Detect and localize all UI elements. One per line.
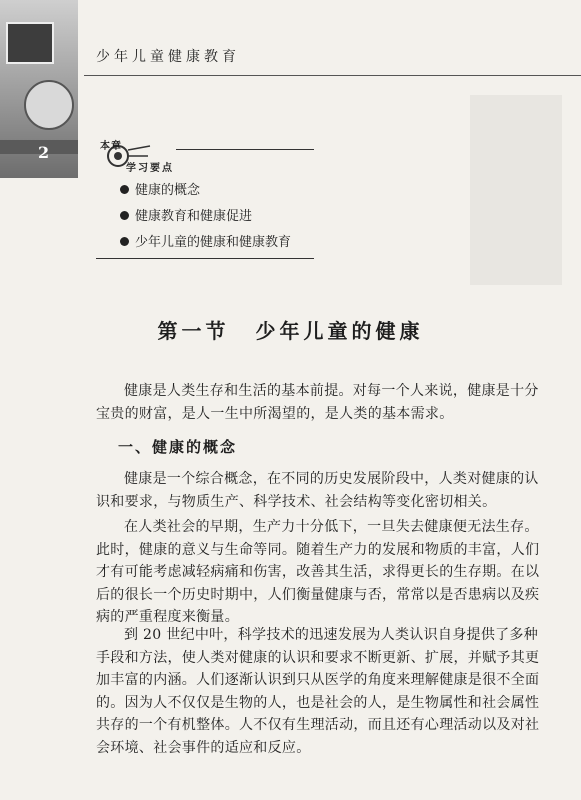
list-item: [120, 178, 291, 204]
key-points-list: [120, 178, 291, 256]
key-point-text: 少年儿童的健康和健康教育: [135, 235, 292, 250]
body-paragraph: 到 20 世纪中叶，科学技术的迅速发展为人类认识自身提供了多种手段和方法，使人类对健康的认识和要求不断更新、扩展，并赋予其更加丰富的内涵。人们逐渐认识到只从医学的角度来理解健康是很不全面的。因为人不仅仅是生物的人，也是社会的人，是生物属性和社会属性共存的一个有机整体。人不仅有生理活动，而且还有心理活动以及对社会环境、社会事件的适应和反应。: [96, 627, 540, 756]
list-item: [120, 204, 291, 230]
section-number: 第一节: [157, 319, 230, 343]
section-heading: [0, 315, 581, 344]
intro-paragraph: 健康是人类生存和生活的基本前提。对每一个人来说，健康是十分宝贵的财富，是人一生中所渴望的，是人类的基本需求。: [96, 383, 539, 422]
section-title: 少年儿童的健康: [255, 319, 424, 343]
key-point-text: 健康的概念: [135, 183, 201, 198]
key-point-text: 健康教育和健康促进: [135, 209, 253, 224]
list-item: [120, 230, 291, 256]
key-points-top-rule: [176, 149, 314, 150]
body-paragraph: 在人类社会的早期，生产力十分低下，一旦失去健康便无法生存。此时，健康的意义与生命等同。随着生产力的发展和物质的丰富，人们才有可能考虑减轻病痛和伤害，改善其生活，求得更长的生存期。在以后的很长一个历史时期中，人们衡量健康与否，常常以是否患病以及疾病的严重程度来衡量。: [96, 519, 540, 625]
key-points-label-bottom: 学习要点: [126, 163, 174, 174]
body-paragraph: 健康是一个综合概念，在不同的历史发展阶段中，人类对健康的认识和要求，与物质生产、科学技术、社会结构等变化密切相关。: [96, 471, 539, 510]
running-header-title: 少年儿童健康教育: [96, 49, 240, 65]
subsection-heading: 一、健康的概念: [118, 438, 238, 456]
header-rule: [84, 75, 581, 76]
bullet-dot-icon: [120, 211, 129, 220]
background-decoration: [470, 95, 562, 285]
bullet-dot-icon: [120, 237, 129, 246]
illustration-panel: [6, 22, 54, 64]
page-number: 2: [38, 143, 50, 162]
key-points-bottom-rule: [96, 258, 314, 259]
key-points-label-top: 本章: [100, 141, 122, 152]
illustration-cartoon-children: [24, 80, 74, 130]
bullet-dot-icon: [120, 185, 129, 194]
